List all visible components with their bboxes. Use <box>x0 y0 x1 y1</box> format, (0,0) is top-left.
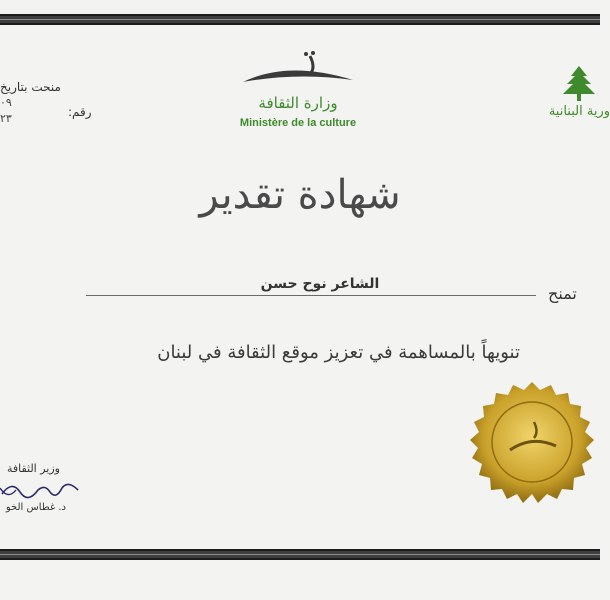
minister-title: وزير الثقافة <box>6 462 60 475</box>
republic-name: ورية البنانية <box>548 104 610 119</box>
recipient-name: الشاعر نوح حسن <box>260 276 380 292</box>
certificate-title: شهادة تقدير <box>199 172 401 218</box>
top-border <box>0 14 600 25</box>
issued-date-value: ٠٩ <box>0 96 12 109</box>
ministry-name-arabic: وزارة الثقافة <box>258 94 338 112</box>
gold-seal-icon <box>462 380 602 508</box>
issued-date-label: منحت بتاريخ <box>0 80 61 94</box>
number-value: ٢٣ <box>0 112 12 125</box>
granted-label: تمنح <box>548 284 577 303</box>
bottom-border <box>0 549 600 560</box>
ministry-name-french: Ministère de la culture <box>239 117 357 129</box>
recipient-underline <box>86 295 536 296</box>
ministry-logo-icon <box>238 50 358 96</box>
minister-name: د. غطاس الخو <box>5 502 66 513</box>
number-label: رقم: <box>68 105 92 119</box>
cedar-icon <box>560 66 598 102</box>
certificate-reason: تنويهاً بالمساهمة في تعزيز موقع الثقافة في لبنان <box>157 342 520 363</box>
